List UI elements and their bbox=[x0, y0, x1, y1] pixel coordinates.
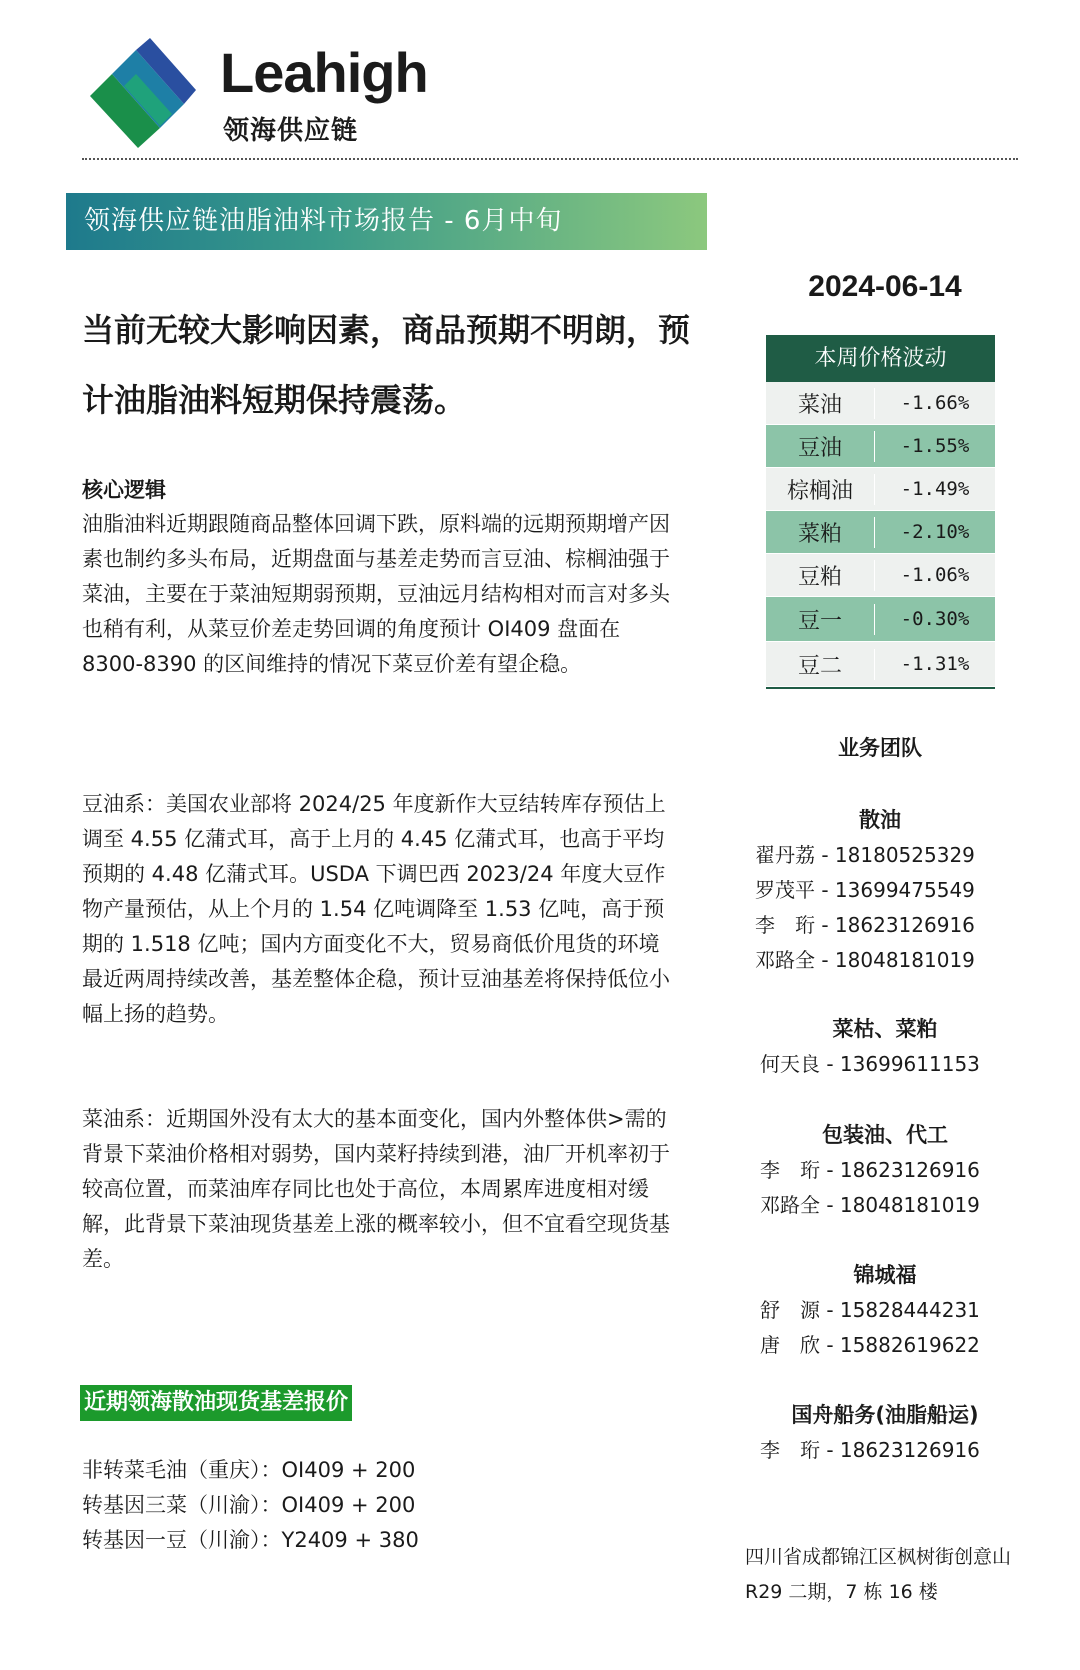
price-change: -2.10% bbox=[900, 521, 970, 543]
soy-oil-paragraph: 豆油系：美国农业部将 2024/25 年度新作大豆结转库存预估上调至 4.55 亿蒲式耳，高于上月的 4.45 亿蒲式耳，也高于平均预期的 4.48 亿蒲式耳。USDA 下调巴西 2023/24 年度大豆作物产量预估，从上个月的 1.54 亿吨调降至 1.53 亿吨，高于预期的 1.518 亿吨；国内方面变化不大，贸易商低价甩货的环境最近两周持续改善，基差整体企稳，预计豆油基差将保持低位小幅上扬的趋势。 bbox=[82, 792, 670, 1026]
basis-quote-item: 非转菜毛油（重庆）：OI409 + 200 bbox=[82, 1458, 416, 1482]
commodity-name: 菜油 bbox=[766, 388, 875, 419]
team-group-name: 国舟船务(油脂船运) bbox=[791, 1403, 979, 1427]
team-member: 邓路全 - 18048181019 bbox=[760, 1193, 980, 1217]
price-table-row bbox=[766, 642, 995, 687]
team-member: 邓路全 - 18048181019 bbox=[755, 948, 975, 972]
basis-quote-item: 转基因三菜（川渝）：OI409 + 200 bbox=[82, 1493, 416, 1517]
weekly-price-change-table bbox=[766, 335, 995, 689]
team-group-bulk-oil bbox=[755, 803, 1005, 978]
team-title: 业务团队 bbox=[838, 736, 922, 760]
price-table-row bbox=[766, 468, 995, 511]
team-member: 李 珩 - 18623126916 bbox=[760, 1438, 980, 1462]
price-change: -1.31% bbox=[900, 653, 970, 675]
brand-name-en: Leahigh bbox=[220, 41, 428, 104]
price-table-header: 本周价格波动 bbox=[766, 335, 995, 382]
price-table-bottom-rule bbox=[766, 687, 995, 689]
core-logic-title: 核心逻辑 bbox=[82, 478, 166, 502]
price-change: -1.66% bbox=[900, 392, 970, 414]
headline: 当前无较大影响因素，商品预期不明朗，预计油脂油料短期保持震荡。 bbox=[82, 311, 691, 419]
commodity-name: 棕榈油 bbox=[766, 474, 875, 505]
company-address: 四川省成都锦江区枫树街创意山 R29 二期，7 栋 16 楼 bbox=[745, 1546, 1012, 1603]
rapeseed-oil-paragraph: 菜油系：近期国外没有太大的基本面变化，国内外整体供>需的背景下菜油价格相对弱势，国内菜籽持续到港，油厂开机率初于较高位置，而菜油库存同比也处于高位，本周累库进度相对缓解，此背景下菜油现货基差上涨的概率较小，但不宜看空现货基差。 bbox=[82, 1107, 670, 1271]
team-group-rapeseed-meal bbox=[760, 1012, 1010, 1082]
team-member: 舒 源 - 15828444231 bbox=[760, 1298, 980, 1322]
team-group-name: 锦城福 bbox=[853, 1263, 917, 1287]
price-change: -0.30% bbox=[900, 608, 970, 630]
team-member: 唐 欣 - 15882619622 bbox=[760, 1333, 980, 1357]
commodity-name: 菜粕 bbox=[766, 517, 875, 548]
price-change: -1.55% bbox=[900, 435, 970, 457]
price-table-row bbox=[766, 382, 995, 425]
commodity-name: 豆油 bbox=[766, 431, 875, 462]
team-group-name: 包装油、代工 bbox=[822, 1123, 948, 1147]
core-logic-text: 油脂油料近期跟随商品整体回调下跌，原料端的远期预期增产因素也制约多头布局，近期盘面与基差走势而言豆油、棕榈油强于菜油，主要在于菜油短期弱预期，豆油远月结构相对而言对多头也稍有利，从菜豆价差走势回调的角度预计 OI409 盘面在 8300-8390 的区间维持的情况下菜豆价差有望企稳。 bbox=[82, 512, 670, 676]
brand-name-cn: 领海供应链 bbox=[223, 116, 359, 146]
logo-mark-icon bbox=[90, 38, 200, 148]
company-logo bbox=[90, 38, 490, 148]
price-change: -1.06% bbox=[900, 564, 970, 586]
basis-quote-item: 转基因一豆（川渝）：Y2409 + 380 bbox=[82, 1528, 419, 1552]
price-table-row bbox=[766, 511, 995, 554]
team-member: 何天良 - 13699611153 bbox=[760, 1052, 980, 1076]
commodity-name: 豆二 bbox=[766, 649, 875, 680]
report-title-banner: 领海供应链油脂油料市场报告 - 6月中旬 bbox=[66, 193, 707, 250]
price-table-row bbox=[766, 554, 995, 597]
team-member: 李 珩 - 18623126916 bbox=[755, 913, 975, 937]
team-group-packaged-oil bbox=[760, 1118, 1010, 1223]
basis-quote-list bbox=[82, 1453, 419, 1558]
team-member: 罗茂平 - 13699475549 bbox=[755, 878, 975, 902]
team-member: 翟丹荔 - 18180525329 bbox=[755, 843, 975, 867]
header-divider bbox=[82, 158, 1018, 160]
team-group-jinchengfu bbox=[760, 1258, 1010, 1363]
commodity-name: 豆一 bbox=[766, 604, 875, 635]
team-group-shipping bbox=[760, 1398, 1010, 1468]
report-date: 2024-06-14 bbox=[808, 270, 962, 303]
price-change: -1.49% bbox=[900, 478, 970, 500]
commodity-name: 豆粕 bbox=[766, 560, 875, 591]
team-member: 李 珩 - 18623126916 bbox=[760, 1158, 980, 1182]
team-group-name: 菜枯、菜粕 bbox=[832, 1017, 938, 1041]
price-table-row bbox=[766, 597, 995, 642]
basis-quote-title: 近期领海散油现货基差报价 bbox=[80, 1385, 352, 1421]
team-group-name: 散油 bbox=[859, 808, 901, 832]
price-table-row bbox=[766, 425, 995, 468]
